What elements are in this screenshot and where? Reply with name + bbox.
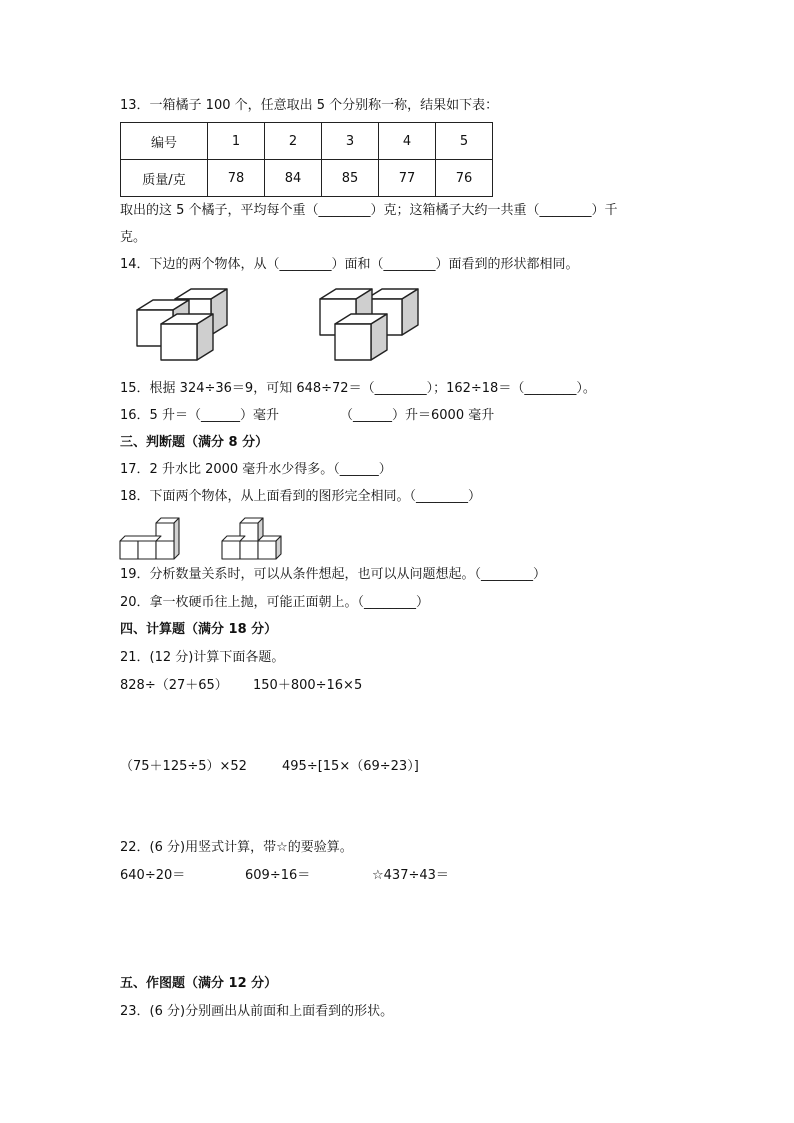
table-row <box>121 123 493 160</box>
q19-text: 19．分析数量关系时，可以从条件想起，也可以从问题想起。（________） <box>120 567 547 582</box>
table-cell: 76 <box>436 160 493 197</box>
q14-text: 14．下边的两个物体，从（________）面和（________）面看到的形状都相同。 <box>120 257 579 272</box>
q16-part2: （______）升＝6000 毫升 <box>340 408 495 423</box>
section-5-heading: 五、作图题（满分 12 分） <box>120 976 278 991</box>
q13-text: 13．一箱橘子 100 个，任意取出 5 个分别称一称，结果如下表： <box>120 98 499 113</box>
q22-expression-3: ☆437÷43＝ <box>372 868 449 883</box>
table-cell: 84 <box>265 160 322 197</box>
orange-weight-table <box>120 122 493 197</box>
table-cell: 4 <box>379 123 436 160</box>
q22-title: 22．(6 分)用竖式计算，带☆的要验算。 <box>120 840 353 855</box>
section-4-heading: 四、计算题（满分 18 分） <box>120 622 278 637</box>
q16-part1: 16．5 升＝（______）毫升 <box>120 408 279 423</box>
table-header-cell: 质量/克 <box>121 160 208 197</box>
q21-expression-1: 828÷（27＋65） <box>120 678 228 693</box>
cube-figure-right <box>314 283 424 365</box>
q15-text: 15．根据 324÷36＝9，可知 648÷72＝（________）；162÷18＝（________）。 <box>120 381 596 396</box>
q21-expression-3: （75＋125÷5）×52 <box>120 759 247 774</box>
q20-text: 20．拿一枚硬币往上抛，可能正面朝上。（________） <box>120 595 430 610</box>
q22-expression-1: 640÷20＝ <box>120 868 186 883</box>
q18-figure-right <box>221 515 285 559</box>
q21-expression-4: 495÷[15×（69÷23）] <box>282 759 419 774</box>
table-header-cell: 编号 <box>121 123 208 160</box>
q13-answer-line: 取出的这 5 个橘子，平均每个重（________）克；这箱橘子大约一共重（________）千 <box>120 203 618 218</box>
q18-figure-left <box>119 515 183 559</box>
q21-expression-2: 150＋800÷16×5 <box>253 678 363 693</box>
table-cell: 85 <box>322 160 379 197</box>
table-cell: 77 <box>379 160 436 197</box>
q21-title: 21．(12 分)计算下面各题。 <box>120 650 285 665</box>
cube-figure-left <box>130 283 240 365</box>
table-row <box>121 160 493 197</box>
table-cell: 3 <box>322 123 379 160</box>
q13-answer-line-cont: 克。 <box>120 230 147 245</box>
section-3-heading: 三、判断题（满分 8 分） <box>120 435 269 450</box>
table-cell: 1 <box>208 123 265 160</box>
q18-text: 18．下面两个物体，从上面看到的图形完全相同。（________） <box>120 489 482 504</box>
table-cell: 2 <box>265 123 322 160</box>
table-cell: 5 <box>436 123 493 160</box>
q22-expression-2: 609÷16＝ <box>245 868 311 883</box>
table-cell: 78 <box>208 160 265 197</box>
q17-text: 17．2 升水比 2000 毫升水少得多。（______） <box>120 462 392 477</box>
q23-text: 23．(6 分)分别画出从前面和上面看到的形状。 <box>120 1004 394 1019</box>
